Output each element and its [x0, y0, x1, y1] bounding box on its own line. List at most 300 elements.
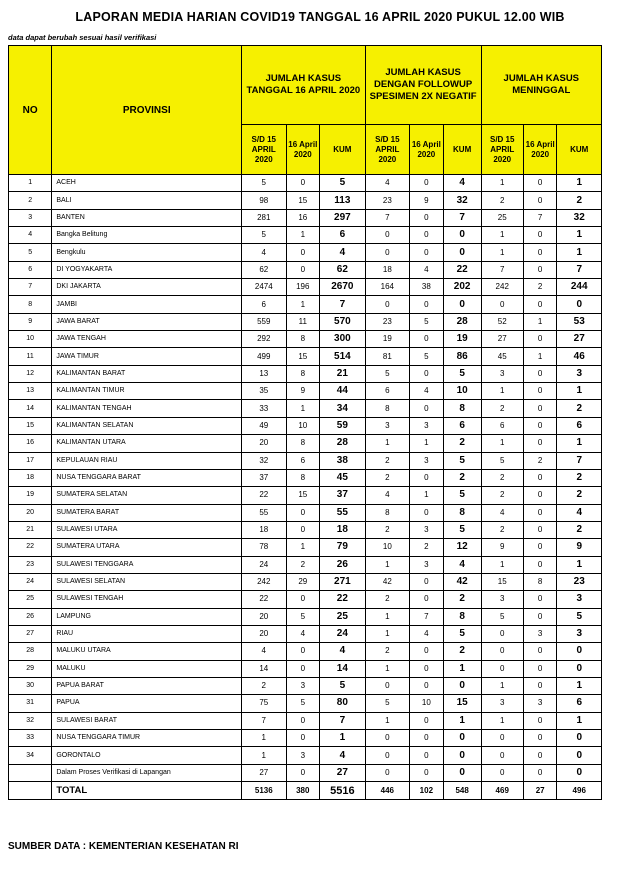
cell-meninggal-kum: 3	[557, 365, 602, 382]
cell-followup-kum: 2	[443, 469, 481, 486]
table-row	[9, 209, 602, 226]
cell-kasus-16: 16	[286, 209, 320, 226]
cell-meninggal-sd15: 2	[481, 400, 523, 417]
cell-meninggal-sd15: 0	[481, 625, 523, 642]
cell-followup-16: 7	[410, 608, 444, 625]
header-followup-negatif: JUMLAH KASUS DENGAN FOLLOWUP SPESIMEN 2X NEGATIF	[365, 46, 481, 125]
cell-meninggal-16: 0	[523, 660, 557, 677]
cell-meninggal-16: 0	[523, 487, 557, 504]
cell-no: 20	[9, 504, 52, 521]
cell-followup-16: 3	[410, 556, 444, 573]
cell-kasus-sd15: 33	[242, 400, 286, 417]
cell-meninggal-16: 1	[523, 348, 557, 365]
cell-provinsi: PAPUA BARAT	[52, 677, 242, 694]
header-sd15: S/D 15 APRIL 2020	[242, 125, 286, 175]
cell-no: 11	[9, 348, 52, 365]
cell-kasus-16: 4	[286, 625, 320, 642]
cell-kasus-kum: 62	[320, 261, 366, 278]
cell-meninggal-16: 0	[523, 331, 557, 348]
cell-meninggal-kum: 3	[557, 591, 602, 608]
cell-kasus-16: 196	[286, 279, 320, 296]
cell-provinsi: JAWA TIMUR	[52, 348, 242, 365]
cell-kasus-kum: 4	[320, 747, 366, 764]
cell-followup-16: 4	[410, 625, 444, 642]
cell-provinsi: MALUKU	[52, 660, 242, 677]
cell-kasus-sd15: 1	[242, 730, 286, 747]
cell-followup-16: 5	[410, 348, 444, 365]
cell-kasus-kum: 59	[320, 417, 366, 434]
cell-provinsi: KALIMANTAN TIMUR	[52, 383, 242, 400]
cell-followup-16: 0	[410, 175, 444, 192]
cell-kasus-sd15: 2	[242, 677, 286, 694]
cell-meninggal-sd15: 3	[481, 695, 523, 712]
cell-meninggal-kum: 1	[557, 556, 602, 573]
cell-kasus-sd15: 4	[242, 643, 286, 660]
cell-kasus-sd15: 55	[242, 504, 286, 521]
table-row	[9, 608, 602, 625]
cell-kasus-kum: 21	[320, 365, 366, 382]
cell-meninggal-kum: 7	[557, 452, 602, 469]
cell-no	[9, 764, 52, 781]
cell-no: 26	[9, 608, 52, 625]
header-sd15: S/D 15 APRIL 2020	[365, 125, 409, 175]
cell-no	[9, 782, 52, 800]
cell-provinsi: SUMATERA SELATAN	[52, 487, 242, 504]
cell-kasus-kum: 1	[320, 730, 366, 747]
cell-provinsi: JAWA TENGAH	[52, 331, 242, 348]
cell-followup-kum: 5	[443, 365, 481, 382]
cell-meninggal-sd15: 2	[481, 487, 523, 504]
cell-meninggal-kum: 7	[557, 261, 602, 278]
cell-kasus-16: 8	[286, 365, 320, 382]
cell-followup-16: 0	[410, 730, 444, 747]
cell-kasus-kum: 44	[320, 383, 366, 400]
cell-no: 24	[9, 573, 52, 590]
cell-followup-kum: 19	[443, 331, 481, 348]
cell-meninggal-kum: 1	[557, 175, 602, 192]
cell-meninggal-kum: 4	[557, 504, 602, 521]
cell-followup-sd15: 8	[365, 504, 409, 521]
cell-no: 3	[9, 209, 52, 226]
cell-meninggal-16: 0	[523, 383, 557, 400]
cell-no: 14	[9, 400, 52, 417]
cell-meninggal-sd15: 1	[481, 383, 523, 400]
cell-kasus-kum: 570	[320, 313, 366, 330]
cell-kasus-sd15: 62	[242, 261, 286, 278]
cell-followup-sd15: 6	[365, 383, 409, 400]
cell-followup-kum: 2	[443, 435, 481, 452]
cell-meninggal-16: 3	[523, 625, 557, 642]
cell-no: 10	[9, 331, 52, 348]
cell-kasus-16: 10	[286, 417, 320, 434]
cell-meninggal-16: 7	[523, 209, 557, 226]
cell-kasus-kum: 34	[320, 400, 366, 417]
cell-meninggal-sd15: 1	[481, 227, 523, 244]
cell-followup-sd15: 23	[365, 192, 409, 209]
cell-kasus-16: 0	[286, 712, 320, 729]
cell-meninggal-kum: 1	[557, 227, 602, 244]
cell-followup-kum: 5	[443, 487, 481, 504]
cell-provinsi: MALUKU UTARA	[52, 643, 242, 660]
cell-meninggal-kum: 6	[557, 417, 602, 434]
cell-kasus-kum: 55	[320, 504, 366, 521]
cell-meninggal-16: 0	[523, 643, 557, 660]
cell-kasus-16: 0	[286, 521, 320, 538]
cell-kasus-kum: 4	[320, 244, 366, 261]
cell-meninggal-kum: 2	[557, 400, 602, 417]
cell-no: 28	[9, 643, 52, 660]
cell-kasus-sd15: 32	[242, 452, 286, 469]
cell-kasus-kum: 37	[320, 487, 366, 504]
table-row	[9, 435, 602, 452]
cell-kasus-sd15: 20	[242, 625, 286, 642]
cell-kasus-sd15: 7	[242, 712, 286, 729]
cell-followup-16: 38	[410, 279, 444, 296]
table-row	[9, 192, 602, 209]
cell-meninggal-16: 0	[523, 764, 557, 781]
cell-no: 2	[9, 192, 52, 209]
table-row	[9, 296, 602, 313]
cell-provinsi: Bangka Belitung	[52, 227, 242, 244]
table-row	[9, 227, 602, 244]
cell-meninggal-16: 0	[523, 175, 557, 192]
cell-meninggal-16: 0	[523, 417, 557, 434]
table-row	[9, 625, 602, 642]
cell-followup-16: 0	[410, 677, 444, 694]
cell-kasus-16: 380	[286, 782, 320, 800]
cell-meninggal-sd15: 0	[481, 730, 523, 747]
cell-meninggal-kum: 9	[557, 539, 602, 556]
cell-meninggal-16: 0	[523, 261, 557, 278]
covid-cases-table	[8, 45, 602, 800]
cell-provinsi: LAMPUNG	[52, 608, 242, 625]
header-apr16: 16 April 2020	[286, 125, 320, 175]
cell-kasus-16: 5	[286, 608, 320, 625]
cell-kasus-16: 9	[286, 383, 320, 400]
cell-meninggal-kum: 0	[557, 764, 602, 781]
cell-followup-16: 0	[410, 573, 444, 590]
cell-kasus-16: 0	[286, 175, 320, 192]
table-row	[9, 521, 602, 538]
cell-no: 15	[9, 417, 52, 434]
cell-kasus-kum: 7	[320, 712, 366, 729]
cell-followup-sd15: 0	[365, 730, 409, 747]
cell-meninggal-sd15: 6	[481, 417, 523, 434]
cell-provinsi: RIAU	[52, 625, 242, 642]
cell-followup-kum: 7	[443, 209, 481, 226]
cell-followup-sd15: 0	[365, 677, 409, 694]
cell-meninggal-kum: 0	[557, 730, 602, 747]
cell-kasus-sd15: 35	[242, 383, 286, 400]
cell-kasus-16: 1	[286, 539, 320, 556]
cell-kasus-sd15: 4	[242, 244, 286, 261]
cell-meninggal-kum: 244	[557, 279, 602, 296]
cell-provinsi: KEPULAUAN RIAU	[52, 452, 242, 469]
table-row	[9, 469, 602, 486]
cell-no: 4	[9, 227, 52, 244]
cell-provinsi: BANTEN	[52, 209, 242, 226]
total-row	[9, 782, 602, 800]
table-row	[9, 539, 602, 556]
cell-kasus-kum: 300	[320, 331, 366, 348]
cell-meninggal-sd15: 0	[481, 660, 523, 677]
cell-followup-kum: 8	[443, 608, 481, 625]
cell-provinsi: PAPUA	[52, 695, 242, 712]
cell-meninggal-16: 0	[523, 227, 557, 244]
cell-followup-kum: 2	[443, 643, 481, 660]
cell-meninggal-sd15: 3	[481, 365, 523, 382]
cell-meninggal-16: 0	[523, 556, 557, 573]
cell-no: 19	[9, 487, 52, 504]
cell-kasus-sd15: 24	[242, 556, 286, 573]
cell-followup-kum: 8	[443, 400, 481, 417]
cell-meninggal-sd15: 25	[481, 209, 523, 226]
cell-followup-16: 9	[410, 192, 444, 209]
cell-followup-16: 0	[410, 764, 444, 781]
cell-provinsi: KALIMANTAN BARAT	[52, 365, 242, 382]
cell-meninggal-sd15: 242	[481, 279, 523, 296]
report-title: LAPORAN MEDIA HARIAN COVID19 TANGGAL 16 APRIL 2020 PUKUL 12.00 WIB	[75, 10, 565, 24]
cell-kasus-sd15: 22	[242, 591, 286, 608]
cell-kasus-kum: 14	[320, 660, 366, 677]
cell-no: 17	[9, 452, 52, 469]
cell-kasus-16: 8	[286, 469, 320, 486]
cell-followup-kum: 22	[443, 261, 481, 278]
cell-followup-kum: 0	[443, 244, 481, 261]
cell-followup-16: 3	[410, 452, 444, 469]
cell-followup-sd15: 8	[365, 400, 409, 417]
cell-followup-16: 4	[410, 383, 444, 400]
cell-meninggal-16: 2	[523, 452, 557, 469]
cell-meninggal-sd15: 1	[481, 175, 523, 192]
cell-meninggal-kum: 1	[557, 435, 602, 452]
cell-no: 18	[9, 469, 52, 486]
cell-kasus-16: 1	[286, 400, 320, 417]
cell-followup-16: 5	[410, 313, 444, 330]
cell-followup-sd15: 1	[365, 608, 409, 625]
cell-no: 5	[9, 244, 52, 261]
cell-provinsi: JAWA BARAT	[52, 313, 242, 330]
cell-followup-sd15: 2	[365, 591, 409, 608]
cell-followup-16: 0	[410, 747, 444, 764]
table-row	[9, 695, 602, 712]
cell-kasus-kum: 45	[320, 469, 366, 486]
cell-kasus-kum: 80	[320, 695, 366, 712]
table-row	[9, 331, 602, 348]
cell-followup-16: 0	[410, 469, 444, 486]
cell-followup-16: 1	[410, 487, 444, 504]
header-jumlah-kasus: JUMLAH KASUS TANGGAL 16 APRIL 2020	[242, 46, 366, 125]
table-row	[9, 400, 602, 417]
cell-followup-sd15: 1	[365, 556, 409, 573]
cell-no: 25	[9, 591, 52, 608]
cell-meninggal-sd15: 469	[481, 782, 523, 800]
cell-meninggal-kum: 3	[557, 625, 602, 642]
table-row	[9, 279, 602, 296]
cell-provinsi: SULAWESI UTARA	[52, 521, 242, 538]
cell-followup-sd15: 0	[365, 747, 409, 764]
cell-provinsi: KALIMANTAN UTARA	[52, 435, 242, 452]
cell-followup-sd15: 5	[365, 365, 409, 382]
table-row	[9, 591, 602, 608]
cell-no: 21	[9, 521, 52, 538]
cell-kasus-kum: 113	[320, 192, 366, 209]
cell-followup-sd15: 18	[365, 261, 409, 278]
table-row	[9, 573, 602, 590]
cell-followup-kum: 28	[443, 313, 481, 330]
cell-kasus-kum: 25	[320, 608, 366, 625]
cell-no: 23	[9, 556, 52, 573]
cell-kasus-sd15: 22	[242, 487, 286, 504]
cell-followup-sd15: 4	[365, 175, 409, 192]
cell-followup-kum: 0	[443, 296, 481, 313]
cell-meninggal-16: 0	[523, 469, 557, 486]
cell-followup-sd15: 0	[365, 764, 409, 781]
cell-kasus-kum: 24	[320, 625, 366, 642]
cell-followup-sd15: 164	[365, 279, 409, 296]
table-row	[9, 365, 602, 382]
cell-followup-sd15: 42	[365, 573, 409, 590]
cell-followup-16: 0	[410, 331, 444, 348]
cell-no: 12	[9, 365, 52, 382]
cell-followup-sd15: 0	[365, 244, 409, 261]
cell-provinsi: Dalam Proses Verifikasi di Lapangan	[52, 764, 242, 781]
cell-followup-sd15: 19	[365, 331, 409, 348]
cell-provinsi: NUSA TENGGARA BARAT	[52, 469, 242, 486]
cell-followup-kum: 5	[443, 521, 481, 538]
cell-meninggal-sd15: 1	[481, 677, 523, 694]
cell-meninggal-sd15: 27	[481, 331, 523, 348]
table-row	[9, 643, 602, 660]
cell-meninggal-sd15: 0	[481, 747, 523, 764]
cell-no: 1	[9, 175, 52, 192]
cell-meninggal-kum: 1	[557, 712, 602, 729]
cell-kasus-sd15: 292	[242, 331, 286, 348]
cell-no: 8	[9, 296, 52, 313]
cell-meninggal-kum: 1	[557, 244, 602, 261]
cell-kasus-kum: 7	[320, 296, 366, 313]
cell-kasus-16: 15	[286, 487, 320, 504]
cell-meninggal-sd15: 1	[481, 244, 523, 261]
cell-followup-sd15: 10	[365, 539, 409, 556]
cell-followup-16: 0	[410, 643, 444, 660]
cell-meninggal-16: 0	[523, 365, 557, 382]
cell-provinsi: KALIMANTAN TENGAH	[52, 400, 242, 417]
cell-no: 33	[9, 730, 52, 747]
cell-followup-16: 0	[410, 227, 444, 244]
cell-kasus-sd15: 2474	[242, 279, 286, 296]
cell-provinsi: JAMBI	[52, 296, 242, 313]
cell-kasus-kum: 18	[320, 521, 366, 538]
cell-followup-sd15: 0	[365, 296, 409, 313]
cell-meninggal-kum: 2	[557, 469, 602, 486]
cell-provinsi: NUSA TENGGARA TIMUR	[52, 730, 242, 747]
cell-kasus-16: 0	[286, 643, 320, 660]
cell-provinsi: ACEH	[52, 175, 242, 192]
cell-kasus-sd15: 1	[242, 747, 286, 764]
header-kum: KUM	[443, 125, 481, 175]
cell-kasus-16: 1	[286, 296, 320, 313]
cell-kasus-sd15: 6	[242, 296, 286, 313]
cell-meninggal-sd15: 45	[481, 348, 523, 365]
cell-meninggal-16: 0	[523, 244, 557, 261]
header-kum: KUM	[320, 125, 366, 175]
cell-followup-sd15: 2	[365, 521, 409, 538]
cell-kasus-16: 3	[286, 677, 320, 694]
cell-kasus-16: 15	[286, 348, 320, 365]
cell-followup-16: 4	[410, 261, 444, 278]
cell-followup-kum: 0	[443, 764, 481, 781]
cell-followup-kum: 4	[443, 556, 481, 573]
cell-no: 7	[9, 279, 52, 296]
cell-followup-kum: 202	[443, 279, 481, 296]
cell-followup-kum: 42	[443, 573, 481, 590]
cell-kasus-kum: 297	[320, 209, 366, 226]
cell-kasus-kum: 5516	[320, 782, 366, 800]
header-meninggal: JUMLAH KASUS MENINGGAL	[481, 46, 601, 125]
cell-provinsi: SULAWESI TENGGARA	[52, 556, 242, 573]
cell-followup-sd15: 23	[365, 313, 409, 330]
cell-followup-16: 0	[410, 400, 444, 417]
cell-meninggal-sd15: 9	[481, 539, 523, 556]
cell-kasus-kum: 26	[320, 556, 366, 573]
table-row	[9, 244, 602, 261]
cell-followup-sd15: 3	[365, 417, 409, 434]
cell-meninggal-sd15: 1	[481, 435, 523, 452]
cell-kasus-kum: 38	[320, 452, 366, 469]
cell-meninggal-kum: 2	[557, 521, 602, 538]
header-no: NO	[9, 46, 52, 175]
cell-provinsi: SULAWESI TENGAH	[52, 591, 242, 608]
cell-followup-kum: 86	[443, 348, 481, 365]
cell-followup-kum: 32	[443, 192, 481, 209]
cell-meninggal-16: 0	[523, 677, 557, 694]
table-row	[9, 383, 602, 400]
cell-no: 34	[9, 747, 52, 764]
cell-meninggal-16: 0	[523, 296, 557, 313]
cell-no: 13	[9, 383, 52, 400]
cell-followup-sd15: 1	[365, 625, 409, 642]
cell-kasus-kum: 2670	[320, 279, 366, 296]
table-row	[9, 348, 602, 365]
cell-provinsi: GORONTALO	[52, 747, 242, 764]
cell-meninggal-16: 0	[523, 504, 557, 521]
cell-meninggal-16: 27	[523, 782, 557, 800]
cell-followup-kum: 8	[443, 504, 481, 521]
table-row	[9, 730, 602, 747]
cell-kasus-16: 2	[286, 556, 320, 573]
cell-kasus-kum: 6	[320, 227, 366, 244]
cell-followup-16: 0	[410, 660, 444, 677]
cell-no: 30	[9, 677, 52, 694]
cell-meninggal-16: 0	[523, 591, 557, 608]
cell-followup-sd15: 0	[365, 227, 409, 244]
cell-meninggal-sd15: 52	[481, 313, 523, 330]
cell-followup-16: 0	[410, 296, 444, 313]
header-kum: KUM	[557, 125, 602, 175]
cell-followup-kum: 12	[443, 539, 481, 556]
table-row	[9, 175, 602, 192]
cell-followup-kum: 10	[443, 383, 481, 400]
cell-followup-sd15: 2	[365, 469, 409, 486]
cell-meninggal-sd15: 4	[481, 504, 523, 521]
cell-kasus-16: 29	[286, 573, 320, 590]
table-row	[9, 452, 602, 469]
table-body	[9, 175, 602, 800]
cell-kasus-16: 0	[286, 261, 320, 278]
cell-meninggal-kum: 0	[557, 660, 602, 677]
cell-meninggal-16: 2	[523, 279, 557, 296]
